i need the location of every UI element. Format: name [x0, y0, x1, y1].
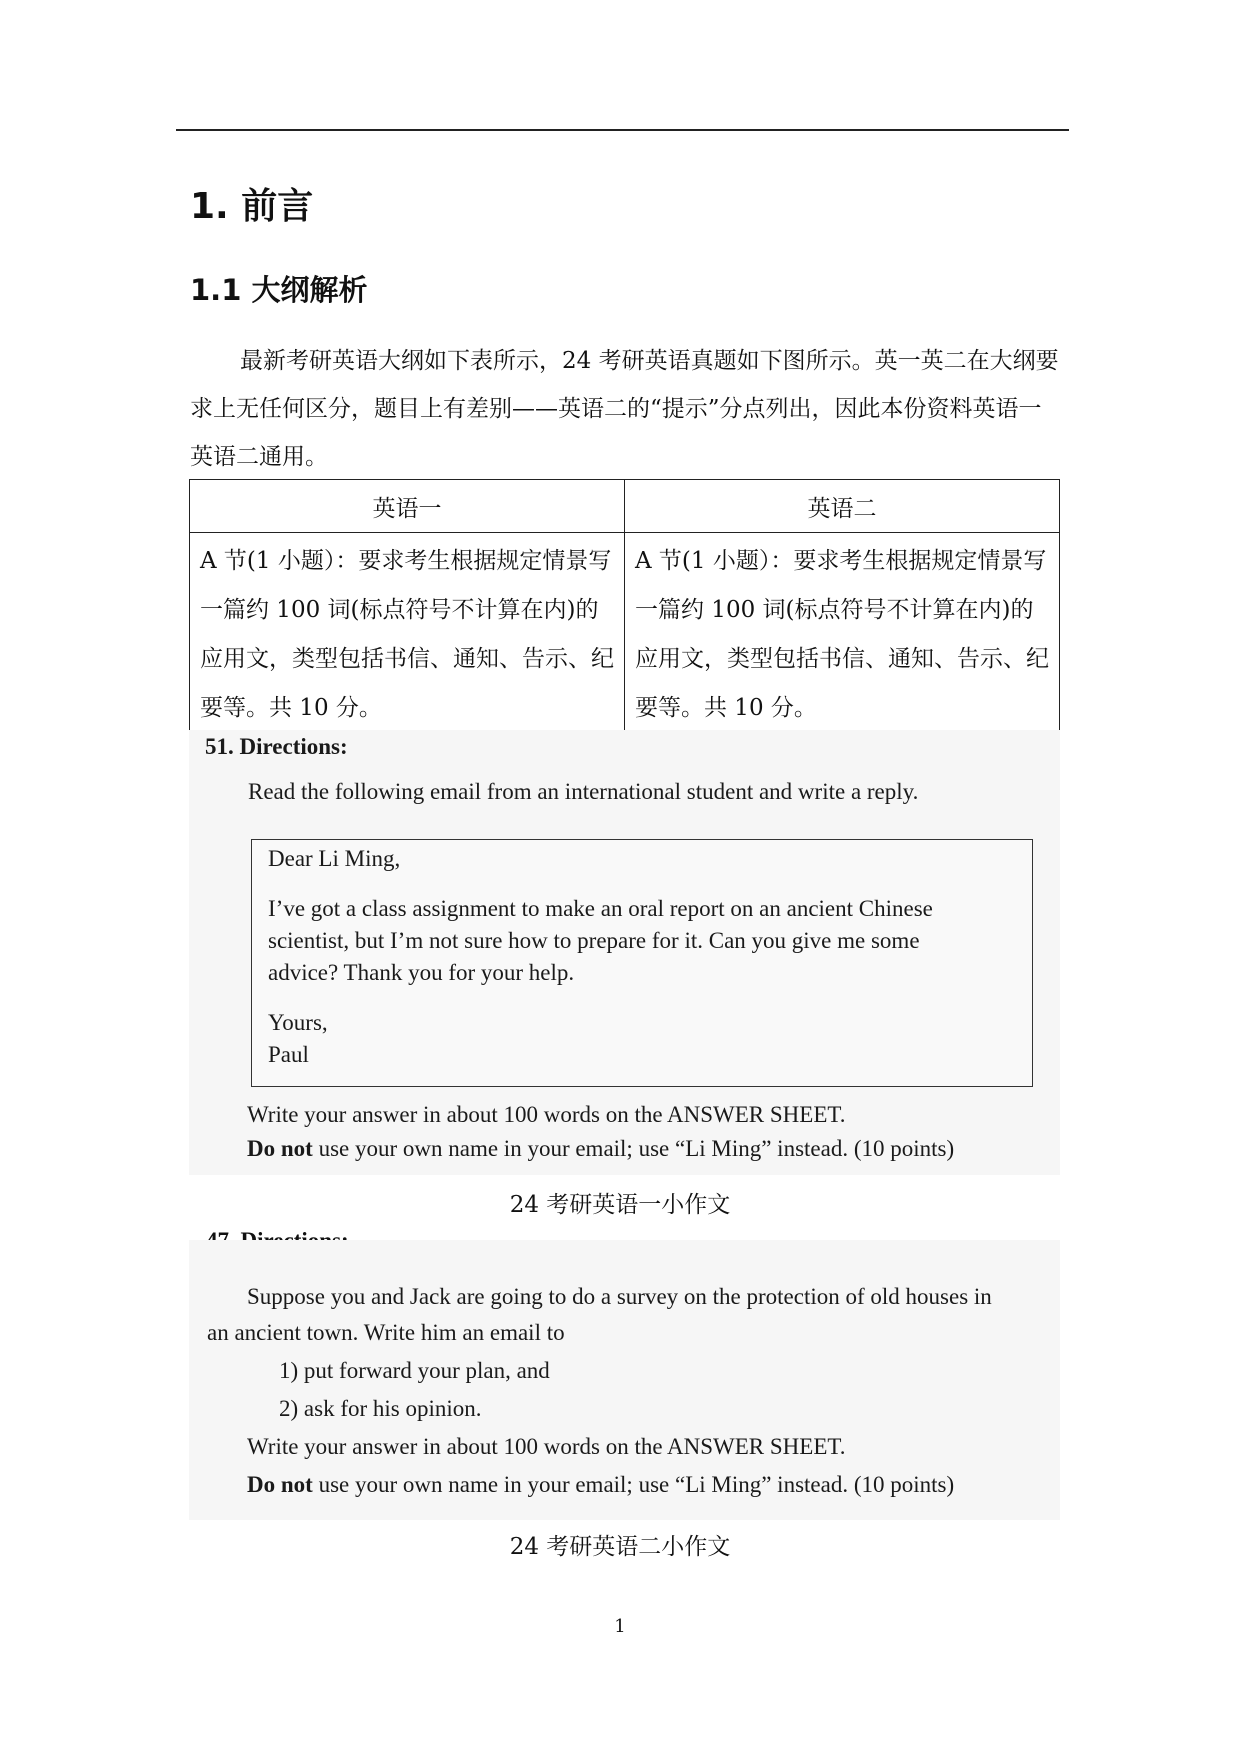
email-body-line: scientist, but I’m not sure how to prepare for it. Can you give me some [268, 928, 920, 953]
exam1-answer-line: Write your answer in about 100 words on the ANSWER SHEET. [247, 1102, 846, 1127]
exam1-scan [189, 730, 1060, 1175]
header-rule [176, 129, 1069, 131]
exam1-caption: 24 考研英语一小作文 [509, 1192, 731, 1218]
exam2-note-bold: Do not [247, 1472, 313, 1497]
exam2-caption: 24 考研英语二小作文 [509, 1534, 731, 1560]
page-number: 1 [614, 1616, 626, 1637]
exam2-scan [189, 1240, 1060, 1520]
section-heading: 1. 前言 [190, 186, 314, 227]
email-greeting: Dear Li Ming, [268, 846, 401, 871]
email-signature: Paul [268, 1042, 309, 1067]
table-row [190, 533, 1060, 738]
table-header-english-1: 英语一 [190, 480, 625, 533]
syllabus-table [189, 479, 1060, 738]
exam2-list-item: 1) put forward your plan, and [279, 1358, 550, 1383]
email-closing: Yours, [268, 1010, 328, 1035]
intro-paragraph [190, 337, 1060, 481]
table-header-row [190, 480, 1060, 533]
exam2-list-item: 2) ask for his opinion. [279, 1396, 482, 1421]
exam1-note [247, 1136, 954, 1162]
exam2-note-rest: use your own name in your email; use “Li Ming” instead. (10 points) [312, 1472, 955, 1497]
table-cell-english-1: A 节(1 小题）：要求考生根据规定情景写一篇约 100 词(标点符号不计算在内)的应用文，类型包括书信、通知、告示、纪要等。共 10 分。 [190, 533, 625, 738]
intro-text: 最新考研英语大纲如下表所示，24 考研英语真题如下图所示。英一英二在大纲要求上无任何区分，题目上有差别——英语二的“提示”分点列出，因此本份资料英语一英语二通用。 [190, 348, 1059, 470]
exam1-instruction: Read the following email from an international student and write a reply. [248, 779, 919, 804]
table-header-english-2: 英语二 [625, 480, 1060, 533]
exam2-line: Suppose you and Jack are going to do a survey on the protection of old houses in [247, 1284, 992, 1309]
exam1-directions-title: 51. Directions: [205, 734, 348, 759]
exam2-line: an ancient town. Write him an email to [207, 1320, 565, 1345]
table-cell-english-2: A 节(1 小题）：要求考生根据规定情景写一篇约 100 词(标点符号不计算在内)的应用文，类型包括书信、通知、告示、纪要等。共 10 分。 [625, 533, 1060, 738]
email-body-line: advice? Thank you for your help. [268, 960, 575, 985]
exam1-email-box [251, 839, 1033, 1087]
email-body-line: I’ve got a class assignment to make an oral report on an ancient Chinese [268, 896, 933, 921]
exam2-answer-line: Write your answer in about 100 words on the ANSWER SHEET. [247, 1434, 846, 1459]
subsection-heading: 1.1 大纲解析 [190, 273, 368, 307]
exam1-note-bold: Do not [247, 1136, 313, 1161]
exam1-note-rest: use your own name in your email; use “Li Ming” instead. (10 points) [312, 1136, 955, 1161]
exam2-note [247, 1472, 954, 1498]
